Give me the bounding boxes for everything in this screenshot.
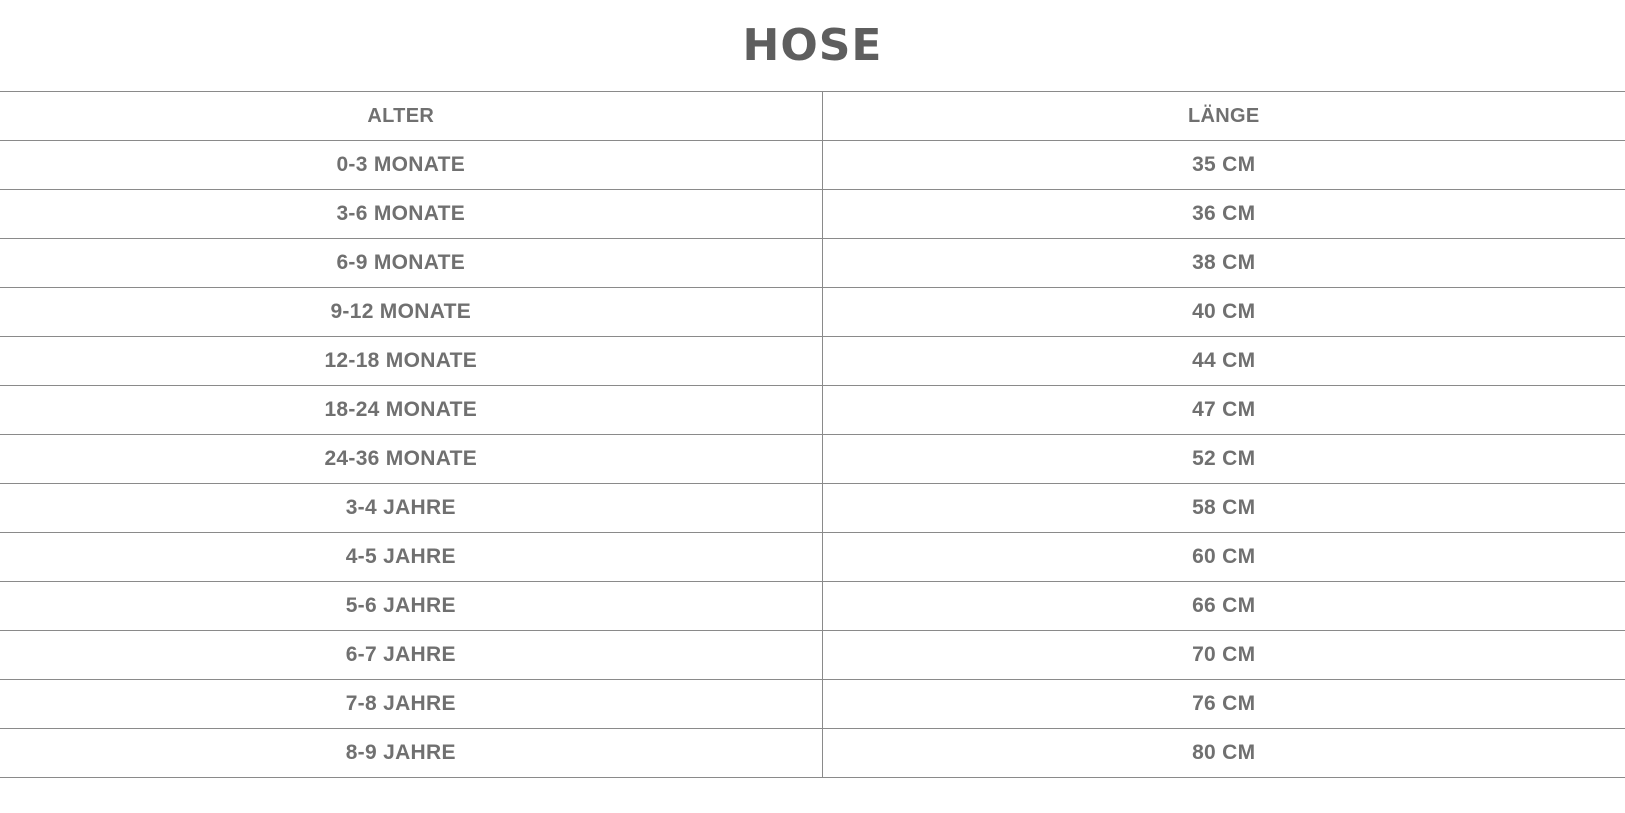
table-row	[0, 141, 1625, 190]
table-row	[0, 680, 1625, 729]
cell-alter: 24-36 MONATE	[0, 435, 822, 484]
table-row	[0, 288, 1625, 337]
table-row	[0, 386, 1625, 435]
cell-laenge: 40 CM	[822, 288, 1625, 337]
cell-laenge: 38 CM	[822, 239, 1625, 288]
table-row	[0, 239, 1625, 288]
cell-laenge: 70 CM	[822, 631, 1625, 680]
table-row	[0, 337, 1625, 386]
table-header-row	[0, 92, 1625, 141]
table-row	[0, 484, 1625, 533]
cell-alter: 4-5 JAHRE	[0, 533, 822, 582]
size-table	[0, 91, 1625, 778]
cell-laenge: 80 CM	[822, 729, 1625, 778]
cell-laenge: 47 CM	[822, 386, 1625, 435]
table-row	[0, 190, 1625, 239]
table-row	[0, 435, 1625, 484]
cell-laenge: 44 CM	[822, 337, 1625, 386]
cell-laenge: 52 CM	[822, 435, 1625, 484]
table-body	[0, 141, 1625, 778]
table-row	[0, 631, 1625, 680]
cell-alter: 3-4 JAHRE	[0, 484, 822, 533]
cell-alter: 9-12 MONATE	[0, 288, 822, 337]
cell-alter: 3-6 MONATE	[0, 190, 822, 239]
column-header-laenge: LÄNGE	[822, 92, 1625, 141]
cell-alter: 5-6 JAHRE	[0, 582, 822, 631]
table-row	[0, 582, 1625, 631]
cell-alter: 8-9 JAHRE	[0, 729, 822, 778]
cell-laenge: 36 CM	[822, 190, 1625, 239]
cell-alter: 0-3 MONATE	[0, 141, 822, 190]
cell-alter: 6-7 JAHRE	[0, 631, 822, 680]
cell-laenge: 76 CM	[822, 680, 1625, 729]
cell-laenge: 60 CM	[822, 533, 1625, 582]
cell-alter: 7-8 JAHRE	[0, 680, 822, 729]
cell-alter: 18-24 MONATE	[0, 386, 822, 435]
cell-laenge: 66 CM	[822, 582, 1625, 631]
column-header-alter: ALTER	[0, 92, 822, 141]
cell-alter: 6-9 MONATE	[0, 239, 822, 288]
cell-laenge: 58 CM	[822, 484, 1625, 533]
cell-laenge: 35 CM	[822, 141, 1625, 190]
table-row	[0, 533, 1625, 582]
table-row	[0, 729, 1625, 778]
page-title: HOSE	[742, 20, 883, 71]
cell-alter: 12-18 MONATE	[0, 337, 822, 386]
